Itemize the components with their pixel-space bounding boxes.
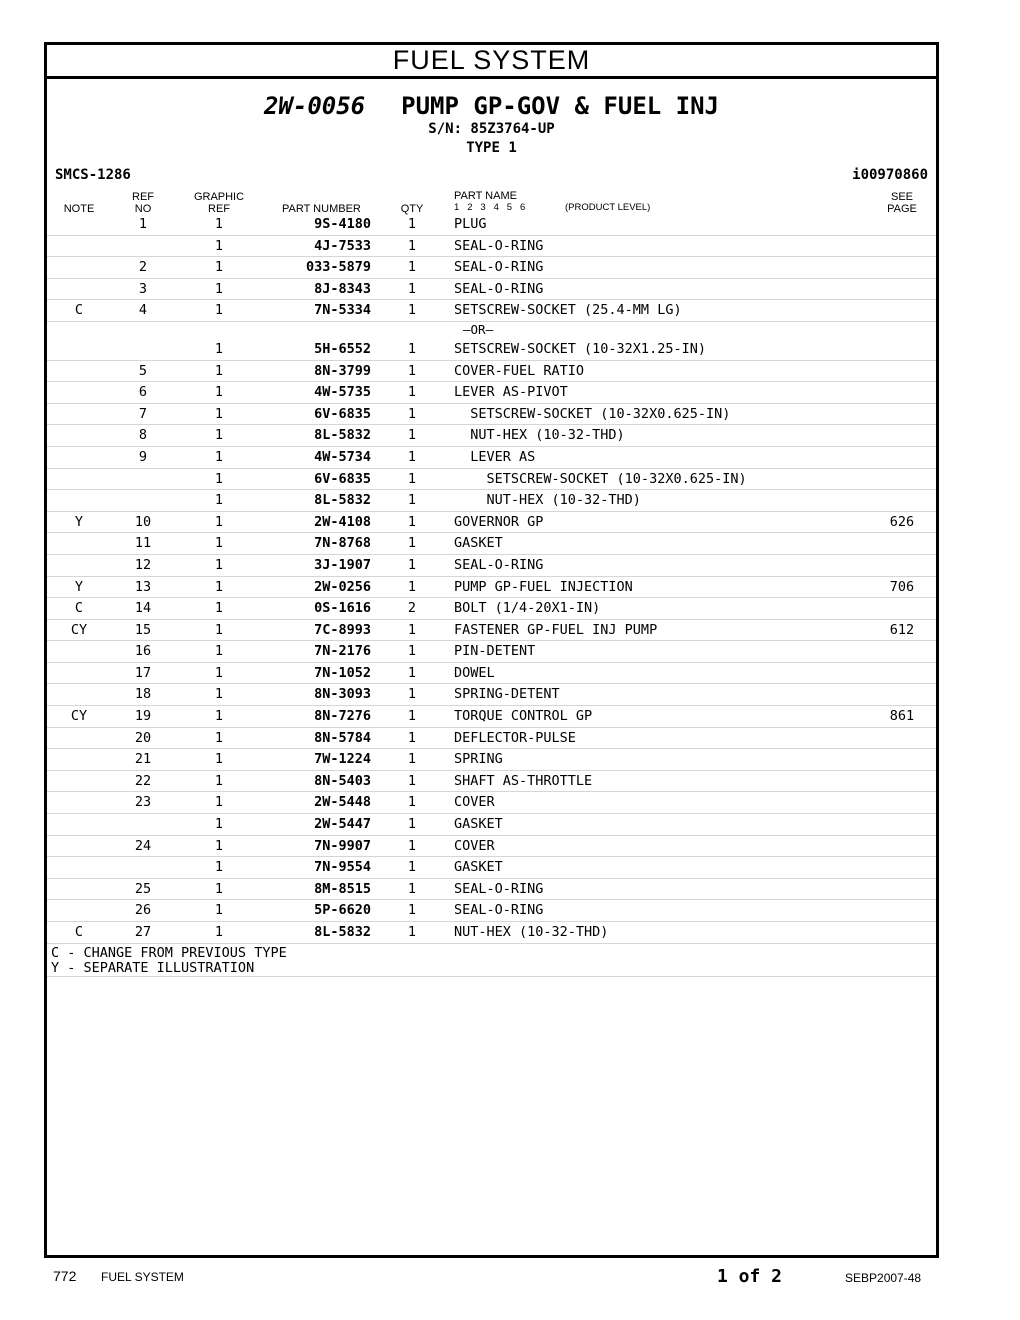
header-part-name: PART NAME (454, 190, 517, 202)
cell-qty: 1 (407, 470, 417, 487)
table-row (47, 425, 936, 447)
cell-qty: 1 (407, 708, 417, 725)
cell-note: C (74, 302, 84, 319)
cell-part-name: SETSCREW-SOCKET (10-32X0.625-IN) (454, 470, 747, 487)
cell-part-name: SPRING (454, 751, 503, 768)
cell-part-name: SEAL-O-RING (454, 259, 544, 276)
cell-part-name: LEVER AS-PIVOT (454, 384, 568, 401)
cell-ref-no: 5 (138, 362, 148, 379)
cell-graphic-ref: 1 (214, 751, 224, 768)
cell-qty: 1 (407, 578, 417, 595)
cell-graphic-ref: 1 (214, 448, 224, 465)
cell-see-page: 626 (889, 513, 915, 530)
cell-qty: 1 (407, 362, 417, 379)
cell-qty: 1 (407, 280, 417, 297)
cell-part-number: 8L-5832 (314, 924, 371, 940)
cell-part-name: SETSCREW-SOCKET (25.4-MM LG) (454, 302, 682, 319)
table-row (47, 469, 936, 491)
cell-note: CY (70, 708, 88, 725)
parts-table (47, 214, 936, 944)
cell-ref-no: 3 (138, 280, 148, 297)
group-title (47, 92, 936, 120)
serial-number: S/N: 85Z3764-UP (428, 121, 555, 137)
cell-part-name: FASTENER GP-FUEL INJ PUMP (454, 621, 658, 638)
cell-qty: 1 (407, 492, 417, 509)
cell-graphic-ref: 1 (214, 384, 224, 401)
cell-part-name: LEVER AS (454, 448, 536, 465)
table-row (47, 814, 936, 836)
cell-ref-no: 27 (134, 924, 152, 940)
cell-part-name: SETSCREW-SOCKET (10-32X1.25-IN) (454, 340, 706, 357)
cell-graphic-ref: 1 (214, 880, 224, 897)
cell-see-page: 612 (889, 621, 915, 638)
cell-ref-no: 15 (134, 621, 152, 638)
cell-part-name: SEAL-O-RING (454, 237, 544, 254)
cell-graphic-ref: 1 (214, 405, 224, 422)
cell-qty: 1 (407, 902, 417, 919)
cell-ref-no: 7 (138, 405, 148, 422)
cell-note: C (74, 600, 84, 617)
parts-page-frame (44, 42, 939, 1258)
cell-ref-no: 12 (134, 556, 152, 573)
table-row (47, 533, 936, 555)
cell-graphic-ref: 1 (214, 600, 224, 617)
table-row (47, 257, 936, 279)
cell-qty: 1 (407, 880, 417, 897)
cell-qty: 1 (407, 924, 417, 940)
table-row (47, 857, 936, 879)
table-row (47, 792, 936, 814)
cell-qty: 1 (407, 384, 417, 401)
cell-part-name: NUT-HEX (10-32-THD) (454, 427, 625, 444)
cell-graphic-ref: 1 (214, 686, 224, 703)
cell-graphic-ref: 1 (214, 362, 224, 379)
cell-qty: 1 (407, 535, 417, 552)
cell-qty: 1 (407, 837, 417, 854)
table-row (47, 361, 936, 383)
cell-ref-no: 1 (138, 216, 148, 232)
cell-part-name: COVER (454, 837, 495, 854)
cell-graphic-ref: 1 (214, 621, 224, 638)
cell-qty: 1 (407, 513, 417, 530)
table-row (47, 728, 936, 750)
cell-part-number: 8J-8343 (314, 280, 371, 297)
cell-qty: 1 (407, 686, 417, 703)
cell-part-name: SEAL-O-RING (454, 556, 544, 573)
cell-graphic-ref: 1 (214, 816, 224, 833)
cell-part-number: 8N-3799 (314, 362, 371, 379)
cell-qty: 1 (407, 216, 417, 232)
cell-qty: 1 (407, 816, 417, 833)
footer-section: FUEL SYSTEM (101, 1270, 184, 1284)
cell-qty: 1 (407, 772, 417, 789)
cell-part-number: 2W-0256 (314, 578, 371, 595)
cell-part-number: 7N-2176 (314, 643, 371, 660)
table-row (47, 490, 936, 512)
cell-graphic-ref: 1 (214, 556, 224, 573)
table-row (47, 684, 936, 706)
cell-graphic-ref: 1 (214, 902, 224, 919)
cell-part-number: 7N-9907 (314, 837, 371, 854)
cell-part-name: GOVERNOR GP (454, 513, 544, 530)
cell-part-number: 0S-1616 (314, 600, 371, 617)
cell-part-name: GASKET (454, 816, 503, 833)
group-number: 2W-0056 (263, 92, 366, 120)
cell-part-name: SETSCREW-SOCKET (10-32X0.625-IN) (454, 405, 731, 422)
table-row (47, 598, 936, 620)
cell-graphic-ref: 1 (214, 772, 224, 789)
cell-part-name: SEAL-O-RING (454, 880, 544, 897)
cell-part-number: 8L-5832 (314, 492, 371, 509)
cell-part-number: 5P-6620 (314, 902, 371, 919)
cell-note: Y (74, 513, 84, 530)
cell-ref-no: 23 (134, 794, 152, 811)
cell-qty: 1 (407, 427, 417, 444)
cell-part-name: NUT-HEX (10-32-THD) (454, 492, 641, 509)
header-part-number: PART NUMBER (282, 203, 361, 215)
cell-ref-no: 16 (134, 643, 152, 660)
cell-ref-no: 24 (134, 837, 152, 854)
cell-part-number: 8N-5403 (314, 772, 371, 789)
table-row (47, 512, 936, 534)
cell-note: CY (70, 621, 88, 638)
cell-graphic-ref: 1 (214, 837, 224, 854)
cell-part-number: 9S-4180 (314, 216, 371, 232)
cell-part-number: 8N-7276 (314, 708, 371, 725)
cell-qty: 1 (407, 556, 417, 573)
cell-ref-no: 17 (134, 664, 152, 681)
cell-qty: 1 (407, 405, 417, 422)
table-row (47, 577, 936, 599)
table-row (47, 900, 936, 922)
header-see-top: SEE (890, 191, 913, 203)
table-row (47, 447, 936, 469)
table-row (47, 555, 936, 577)
cell-graphic-ref: 1 (214, 237, 224, 254)
cell-part-name: SHAFT AS-THROTTLE (454, 772, 593, 789)
cell-part-name: COVER (454, 794, 495, 811)
cell-ref-no: 20 (134, 729, 152, 746)
cell-part-number: 8N-3093 (314, 686, 371, 703)
cell-graphic-ref: 1 (214, 708, 224, 725)
cell-graphic-ref: 1 (214, 643, 224, 660)
cell-qty: 1 (407, 794, 417, 811)
cell-part-name: SEAL-O-RING (454, 280, 544, 297)
cell-ref-no: 13 (134, 578, 152, 595)
cell-see-page: 706 (889, 578, 915, 595)
cell-qty: 1 (407, 237, 417, 254)
cell-graphic-ref: 1 (214, 340, 224, 357)
cell-qty: 1 (407, 302, 417, 319)
table-row (47, 749, 936, 771)
cell-part-number: 4W-5735 (314, 384, 371, 401)
cell-part-number: 4J-7533 (314, 237, 371, 254)
cell-ref-no: 4 (138, 302, 148, 319)
table-row (47, 339, 936, 361)
cell-part-number: 8L-5832 (314, 427, 371, 444)
smcs-code: SMCS-1286 (55, 167, 131, 183)
cell-part-number: 2W-5448 (314, 794, 371, 811)
header-ref-top: REF (132, 191, 154, 203)
cell-qty: 1 (407, 859, 417, 876)
table-row (47, 300, 936, 322)
cell-part-number: 2W-5447 (314, 816, 371, 833)
header-see-bottom: PAGE (887, 203, 917, 215)
cell-ref-no: 19 (134, 708, 152, 725)
cell-part-number: 6V-6835 (314, 405, 371, 422)
header-ref-bottom: NO (134, 203, 152, 215)
or-label: —OR— (463, 321, 494, 337)
cell-part-number: 8N-5784 (314, 729, 371, 746)
cell-ref-no: 2 (138, 259, 148, 276)
header-graphic-top: GRAPHIC (193, 191, 245, 203)
table-row (47, 214, 936, 236)
cell-qty: 1 (407, 729, 417, 746)
cell-graphic-ref: 1 (214, 513, 224, 530)
cell-part-number: 7C-8993 (314, 621, 371, 638)
cell-ref-no: 6 (138, 384, 148, 401)
cell-part-number: 2W-4108 (314, 513, 371, 530)
cell-qty: 1 (407, 643, 417, 660)
footer-page-number: 772 (53, 1268, 77, 1284)
cell-part-number: 8M-8515 (314, 880, 371, 897)
cell-see-page: 861 (889, 708, 915, 725)
cell-graphic-ref: 1 (214, 794, 224, 811)
group-type: TYPE 1 (466, 140, 517, 156)
footer-doc-id: SEBP2007-48 (845, 1271, 922, 1285)
cell-part-name: BOLT (1/4-20X1-IN) (454, 600, 601, 617)
cell-part-number: 6V-6835 (314, 470, 371, 487)
cell-ref-no: 18 (134, 686, 152, 703)
cell-graphic-ref: 1 (214, 535, 224, 552)
cell-note: C (74, 924, 84, 940)
table-row (47, 382, 936, 404)
cell-part-name: PUMP GP-FUEL INJECTION (454, 578, 633, 595)
cell-part-name: GASKET (454, 859, 503, 876)
cell-ref-no: 10 (134, 513, 152, 530)
section-title: FUEL SYSTEM (47, 45, 936, 79)
cell-qty: 1 (407, 621, 417, 638)
cell-part-name: PLUG (454, 216, 487, 232)
cell-graphic-ref: 1 (214, 664, 224, 681)
cell-part-name: SEAL-O-RING (454, 902, 544, 919)
table-row (47, 236, 936, 258)
table-row (47, 771, 936, 793)
cell-ref-no: 11 (134, 535, 152, 552)
header-levels: 1 2 3 4 5 6 (454, 202, 526, 213)
or-separator (47, 322, 936, 339)
cell-part-number: 5H-6552 (314, 340, 371, 357)
cell-part-number: 7N-9554 (314, 859, 371, 876)
cell-graphic-ref: 1 (214, 924, 224, 940)
cell-qty: 1 (407, 259, 417, 276)
table-row (47, 641, 936, 663)
table-row (47, 922, 936, 944)
table-row (47, 620, 936, 642)
cell-qty: 1 (407, 448, 417, 465)
cell-part-name: PIN-DETENT (454, 643, 536, 660)
cell-part-name: SPRING-DETENT (454, 686, 560, 703)
cell-part-number: 7N-5334 (314, 302, 371, 319)
cell-qty: 1 (407, 664, 417, 681)
cell-ref-no: 9 (138, 448, 148, 465)
cell-part-name: NUT-HEX (10-32-THD) (454, 924, 609, 940)
table-row (47, 663, 936, 685)
cell-part-number: 4W-5734 (314, 448, 371, 465)
cell-part-number: 7N-1052 (314, 664, 371, 681)
cell-graphic-ref: 1 (214, 216, 224, 232)
legend-divider (47, 976, 936, 977)
header-note: NOTE (63, 203, 95, 215)
cell-graphic-ref: 1 (214, 492, 224, 509)
cell-graphic-ref: 1 (214, 280, 224, 297)
cell-part-name: DOWEL (454, 664, 495, 681)
cell-graphic-ref: 1 (214, 729, 224, 746)
table-row (47, 706, 936, 728)
legend-separate: Y - SEPARATE ILLUSTRATION (51, 960, 255, 976)
cell-part-number: 7N-8768 (314, 535, 371, 552)
cell-ref-no: 22 (134, 772, 152, 789)
cell-graphic-ref: 1 (214, 470, 224, 487)
illustration-id: i00970860 (852, 167, 928, 183)
cell-part-number: 3J-1907 (314, 556, 371, 573)
cell-graphic-ref: 1 (214, 578, 224, 595)
header-graphic-bottom: REF (208, 203, 230, 215)
cell-ref-no: 25 (134, 880, 152, 897)
cell-part-number: 033-5879 (305, 259, 371, 276)
cell-graphic-ref: 1 (214, 427, 224, 444)
table-row (47, 279, 936, 301)
cell-qty: 1 (407, 751, 417, 768)
cell-part-number: 7W-1224 (314, 751, 371, 768)
cell-part-name: COVER-FUEL RATIO (454, 362, 585, 379)
cell-note: Y (74, 578, 84, 595)
group-name: PUMP GP-GOV & FUEL INJ (401, 92, 720, 120)
cell-part-name: GASKET (454, 535, 503, 552)
header-qty: QTY (400, 203, 424, 215)
cell-qty: 1 (407, 340, 417, 357)
cell-ref-no: 8 (138, 427, 148, 444)
cell-graphic-ref: 1 (214, 259, 224, 276)
table-row (47, 879, 936, 901)
cell-ref-no: 26 (134, 902, 152, 919)
cell-qty: 2 (407, 600, 417, 617)
legend-change: C - CHANGE FROM PREVIOUS TYPE (51, 945, 287, 961)
cell-graphic-ref: 1 (214, 859, 224, 876)
cell-graphic-ref: 1 (214, 302, 224, 319)
cell-part-name: DEFLECTOR-PULSE (454, 729, 576, 746)
cell-part-name: TORQUE CONTROL GP (454, 708, 593, 725)
table-row (47, 404, 936, 426)
table-row (47, 836, 936, 858)
cell-ref-no: 14 (134, 600, 152, 617)
footer-page-of: 1 of 2 (717, 1266, 783, 1287)
cell-ref-no: 21 (134, 751, 152, 768)
header-product-level: (PRODUCT LEVEL) (565, 202, 651, 213)
